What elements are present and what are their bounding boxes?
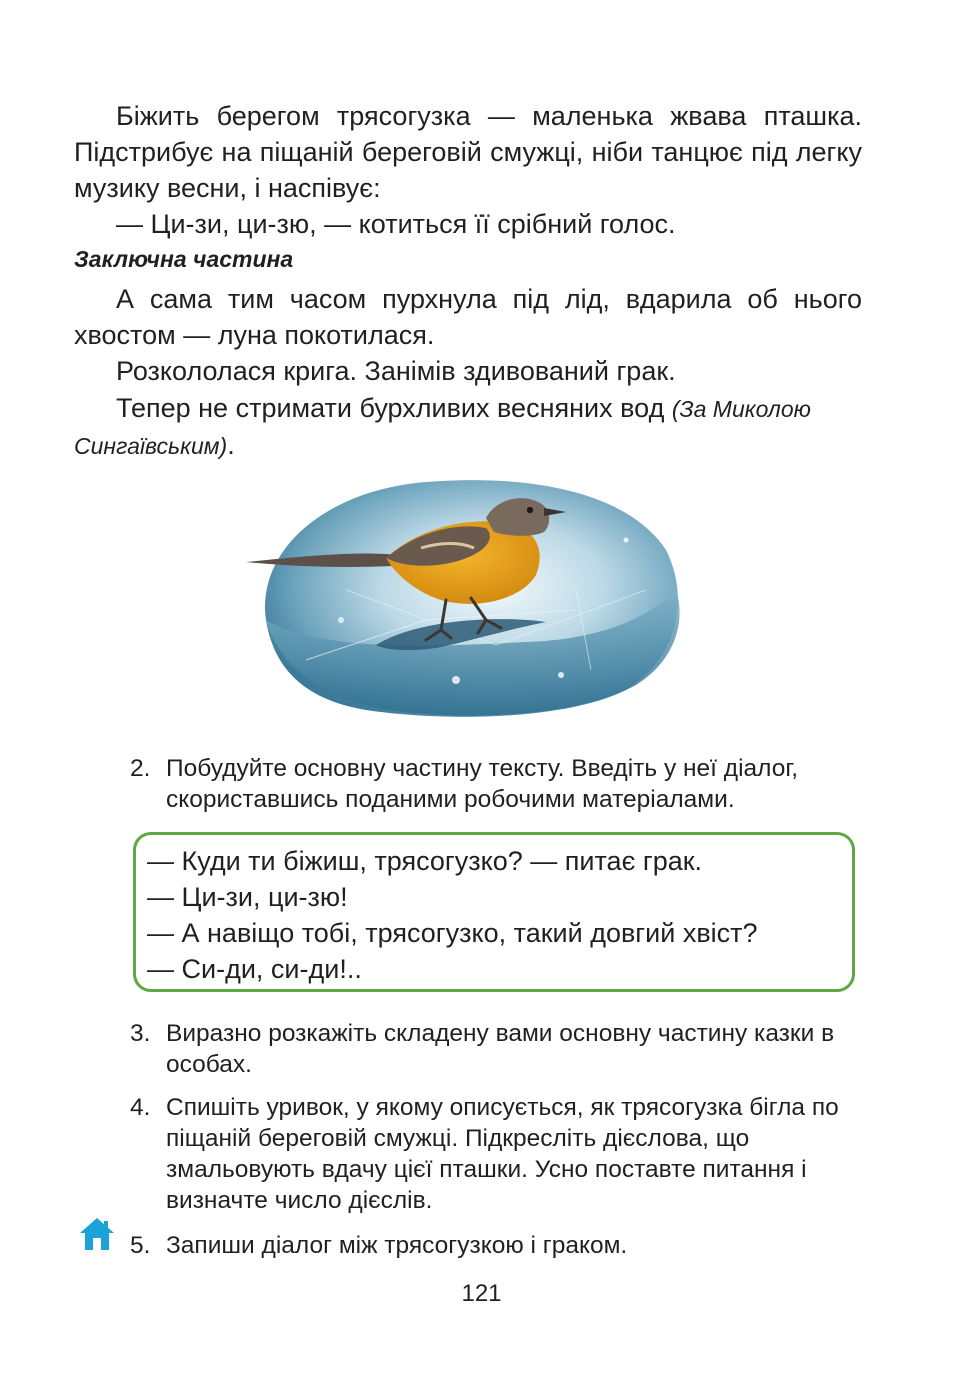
paragraph-wagtail-runs: Біжить берегом трясогузка — маленька жвава пташка. Підстрибує на піщаній береговій смужці, ніби танцює під легку музику весни, і наспівує: (74, 101, 862, 203)
task-2 (130, 753, 862, 815)
task-number: 5. (130, 1232, 151, 1259)
dialog-line: — Ци-зи, ци-зю! (147, 882, 348, 912)
paragraph-under-ice: А сама тим часом пурхнула під лід, вдарила об нього хвостом — луна покотилася. (74, 284, 862, 350)
task-4 (130, 1092, 862, 1216)
task-text: Запиши діалог між трясогузкою і граком. (166, 1232, 628, 1259)
paragraph-end-period: . (227, 430, 235, 460)
task-number: 2. (130, 755, 151, 782)
source-attribution: (За Миколою Сингаївським) (74, 396, 811, 459)
task-5 (130, 1230, 862, 1261)
task-text: Побудуйте основну частину тексту. Введіть у неї діалог, скориставшись поданими робочими матеріалами. (166, 755, 799, 813)
section-heading: Заключна частина (74, 246, 294, 272)
house-icon (78, 1216, 116, 1252)
page-number: 121 (461, 1280, 502, 1307)
paragraph-spring-waters (74, 390, 862, 464)
dialog-line: — А навіщо тобі, трясогузко, такий довгий хвіст? (147, 918, 758, 948)
dialog-line: — Си-ди, си-ди!.. (147, 954, 362, 984)
paragraph-ice-broke: Розкололася крига. Занімів здивований грак. (116, 356, 676, 386)
task-text: Спишіть уривок, у якому описується, як трясогузка бігла по піщаній береговій смужці. Підкресліть дієслова, що змальовують вдачу цієї пташки. Усно поставте питання і визначте число дієслів. (166, 1094, 839, 1214)
task-text: Виразно розкажіть складену вами основну частину казки в особах. (166, 1020, 835, 1078)
task-number: 3. (130, 1020, 151, 1047)
task-number: 4. (130, 1094, 151, 1121)
paragraph-wagtail-song: — Ци-зи, ци-зю, — котиться її срібний голос. (116, 209, 676, 239)
task-3 (130, 1018, 862, 1080)
wagtail-illustration (246, 470, 686, 722)
dialog-line: — Куди ти біжиш, трясогузко? — питає грак. (147, 846, 703, 876)
paragraph-spring-waters-text: Тепер не стримати бурхливих весняних вод (116, 393, 672, 423)
